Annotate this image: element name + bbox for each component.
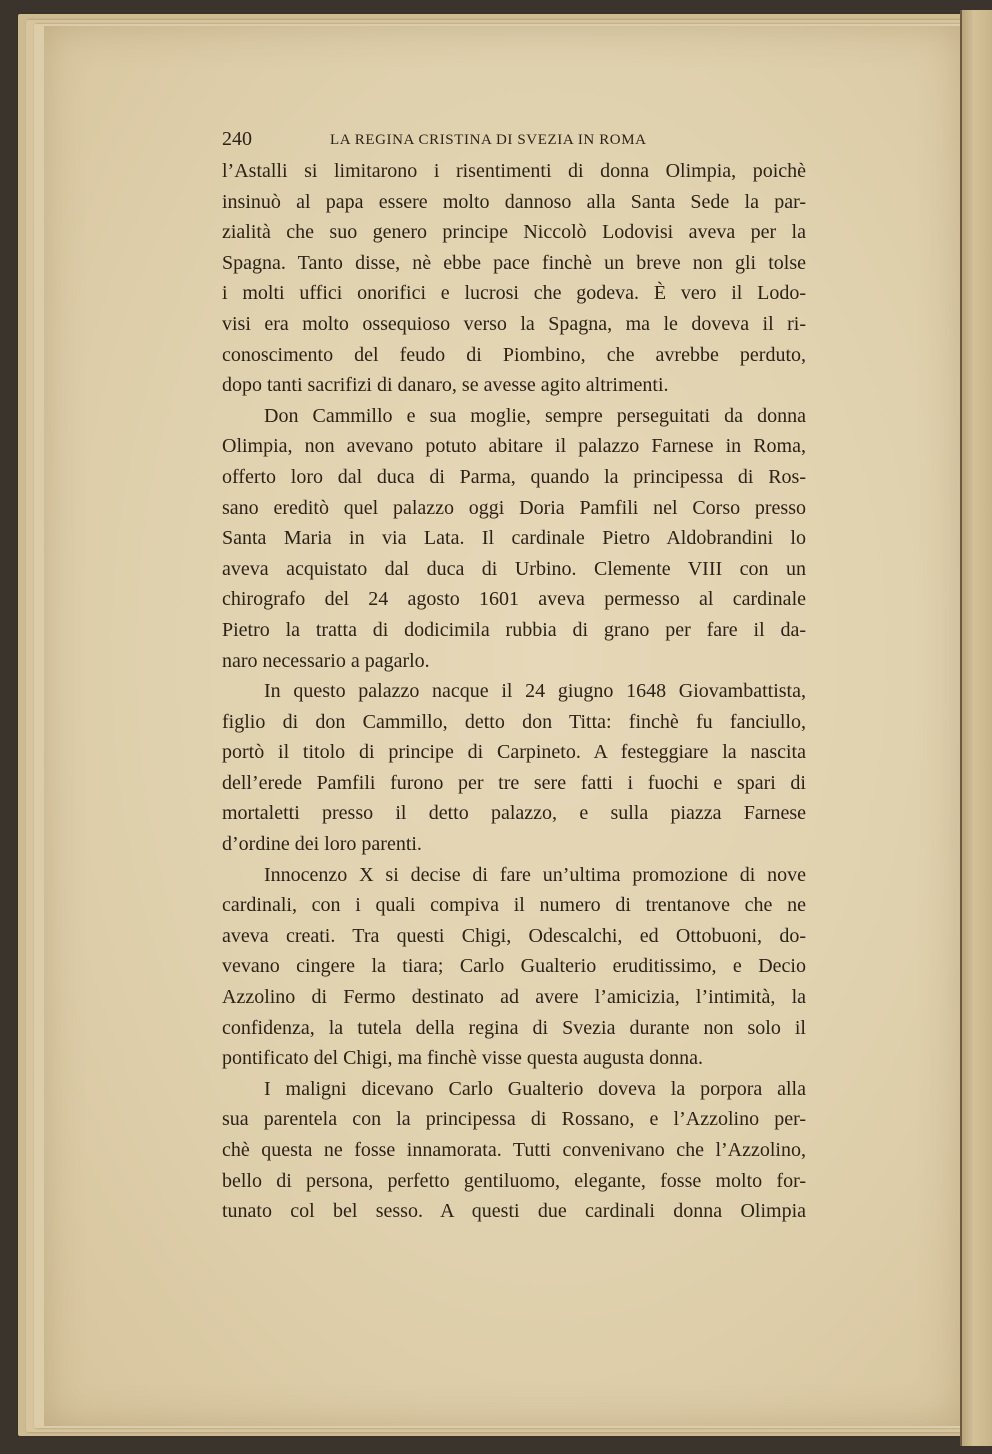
text-line: conoscimento del feudo di Piombino, che avrebbe perduto, [222, 343, 806, 366]
paragraph [222, 1074, 806, 1227]
text-line: mortaletti presso il detto palazzo, e sulla piazza Farnese [222, 802, 806, 825]
text-line: Innocenzo X si decise di fare un’ultima promozione di nove [264, 863, 806, 886]
text-line: naro necessario a pagarlo. [222, 649, 430, 672]
text-line: sano ereditò quel palazzo oggi Doria Pamfili nel Corso presso [222, 496, 806, 519]
text-line: bello di persona, perfetto gentiluomo, elegante, fosse molto for- [222, 1169, 806, 1192]
text-line: Santa Maria in via Lata. Il cardinale Pietro Aldobrandini lo [222, 527, 806, 550]
text-line: visi era molto ossequioso verso la Spagna, ma le doveva il ri- [222, 312, 806, 335]
text-line: I maligni dicevano Carlo Gualterio doveva la porpora alla [264, 1077, 806, 1100]
text-line: cardinali, con i quali compiva il numero di trentanove che ne [222, 894, 806, 917]
text-line: aveva creati. Tra questi Chigi, Odescalchi, ed Ottobuoni, do- [222, 924, 806, 947]
text-line: d’ordine dei loro parenti. [222, 833, 422, 856]
text-line: Pietro la tratta di dodicimila rubbia di grano per fare il da- [222, 618, 806, 641]
text-line: chè questa ne fosse innamorata. Tutti convenivano che l’Azzolino, [222, 1139, 806, 1161]
text-line: aveva acquistato dal duca di Urbino. Clemente VIII con un [222, 557, 806, 580]
running-title: LA REGINA CRISTINA DI SVEZIA IN ROMA [330, 132, 647, 148]
text-line: zialità che suo genero principe Niccolò Lodovisi aveva per la [222, 221, 806, 244]
text-line: insinuò al papa essere molto dannoso alla Santa Sede la par- [222, 190, 806, 213]
text-line: Don Cammillo e sua moglie, sempre perseguitati da donna [264, 404, 806, 427]
text-line: confidenza, la tutela della regina di Svezia durante non solo il [222, 1016, 806, 1039]
text-line: Spagna. Tanto disse, nè ebbe pace finchè un breve non gli tolse [222, 251, 806, 274]
text-line: i molti uffici onorifici e lucrosi che godeva. È vero il Lodo- [222, 282, 806, 305]
page-header [222, 128, 692, 154]
text-line: chirografo del 24 agosto 1601 aveva permesso al cardinale [222, 588, 806, 611]
text-line: figlio di don Cammillo, detto don Titta: finchè fu fanciullo, [222, 710, 806, 733]
paragraph [222, 676, 806, 860]
text-line: l’Astalli si limitarono i risentimenti di donna Olimpia, poichè [222, 160, 806, 182]
paragraph [222, 401, 806, 676]
text-line: Azzolino di Fermo destinato ad avere l’amicizia, l’intimità, la [222, 986, 806, 1009]
text-line: dell’erede Pamfili furono per tre sere fatti i fuochi e spari di [222, 771, 806, 794]
text-line: sua parentela con la principessa di Rossano, e l’Azzolino per- [222, 1108, 806, 1131]
page-number: 240 [222, 128, 252, 150]
adjacent-page-edge [960, 10, 992, 1446]
body-text [222, 156, 806, 1227]
text-line: Olimpia, non avevano potuto abitare il palazzo Farnese in Roma, [222, 435, 806, 458]
text-line: dopo tanti sacrifizi di danaro, se avesse agito altrimenti. [222, 374, 669, 397]
text-line: In questo palazzo nacque il 24 giugno 1648 Giovambattista, [264, 680, 806, 703]
text-line: portò il titolo di principe di Carpineto. A festeggiare la nascita [222, 741, 806, 764]
paragraph [222, 860, 806, 1074]
text-line: offerto loro dal duca di Parma, quando la principessa di Ros- [222, 465, 806, 488]
text-line: tunato col bel sesso. A questi due cardinali donna Olimpia [222, 1200, 806, 1223]
paragraph [222, 156, 806, 401]
text-line: pontificato del Chigi, ma finchè visse questa augusta donna. [222, 1047, 703, 1070]
text-line: vevano cingere la tiara; Carlo Gualterio eruditissimo, e Decio [222, 955, 806, 978]
